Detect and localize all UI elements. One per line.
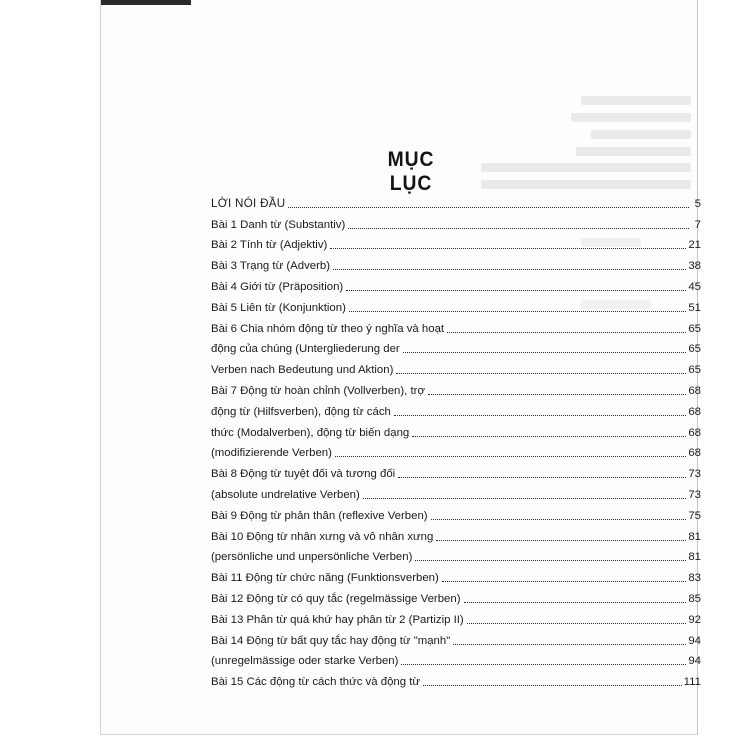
toc-entry (211, 585, 701, 606)
toc-entry-title: Bài 14 Động từ bất quy tắc hay động từ "mạnh" (211, 634, 451, 647)
toc-page-number: 5 (694, 197, 701, 210)
toc-dot-leader (333, 269, 686, 270)
toc-dot-leader (335, 456, 686, 457)
toc-page-number: 68 (688, 384, 701, 397)
toc-dot-leader (288, 207, 689, 208)
toc-dot-leader (398, 477, 686, 478)
toc-entry (211, 211, 701, 232)
toc-entry-title: Bài 2 Tính từ (Adjektiv) (211, 239, 328, 252)
toc-dot-leader (436, 540, 686, 541)
toc-entry-title: (unregelmässige oder starke Verben) (211, 655, 399, 668)
toc-page-number: 65 (688, 322, 701, 335)
toc-dot-leader (431, 519, 687, 520)
toc-entry (211, 273, 701, 294)
toc-page-number: 94 (688, 634, 701, 647)
toc-entry-title: LỜI NÓI ĐẦU (211, 196, 286, 210)
toc-entry-title: động của chúng (Untergliederung der (211, 343, 400, 356)
toc-entry (211, 502, 701, 523)
toc-dot-leader (415, 560, 686, 561)
toc-page-number: 68 (688, 447, 701, 460)
toc-dot-leader (412, 436, 686, 437)
toc-entry-title: thức (Modalverben), động từ biến dạng (211, 426, 410, 439)
toc-page-number: 81 (688, 530, 701, 543)
toc-dot-leader (349, 311, 686, 312)
toc-entry-title: (persönliche und unpersönliche Verben) (211, 551, 413, 564)
toc-page-number: 94 (688, 655, 701, 668)
toc-dot-leader (442, 581, 687, 582)
toc-entry (211, 315, 701, 336)
toc-page-number: 38 (688, 260, 701, 273)
toc-page-number: 81 (688, 551, 701, 564)
toc-dot-leader (447, 332, 686, 333)
toc-page-number: 7 (694, 218, 701, 231)
toc-entry (211, 252, 701, 273)
toc-dot-leader (348, 228, 689, 229)
toc-entry-title: (absolute undrelative Verben) (211, 488, 360, 501)
toc-entry (211, 419, 701, 440)
toc-entry-title: Bài 10 Động từ nhân xưng và vô nhân xưng (211, 530, 434, 543)
toc-dot-leader (423, 685, 682, 686)
toc-entry-title: Bài 5 Liên từ (Konjunktion) (211, 301, 346, 314)
toc-entry-title: Bài 15 Các động từ cách thức và động từ (211, 676, 421, 689)
toc-dot-leader (467, 623, 687, 624)
toc-dot-leader (396, 373, 686, 374)
page-title: MỤC LỤC (387, 148, 435, 195)
toc-page-number: 45 (688, 280, 701, 293)
toc-entry (211, 668, 701, 689)
toc-page-number: 68 (688, 405, 701, 418)
toc-entry (211, 627, 701, 648)
toc-page-number: 65 (688, 343, 701, 356)
toc-entry (211, 481, 701, 502)
toc-entry (211, 232, 701, 253)
toc-dot-leader (394, 415, 686, 416)
toc-dot-leader (401, 664, 686, 665)
toc-page-number: 83 (688, 572, 701, 585)
toc-entry (211, 523, 701, 544)
toc-page-number: 68 (688, 426, 701, 439)
toc-entry-title: Bài 6 Chia nhóm động từ theo ý nghĩa và hoạt (211, 322, 445, 335)
table-of-contents (211, 190, 701, 689)
toc-entry-title: Bài 11 Động từ chức năng (Funktionsverben) (211, 572, 439, 585)
toc-page-number: 65 (688, 364, 701, 377)
toc-page-number: 85 (688, 592, 701, 605)
toc-entry (211, 564, 701, 585)
toc-dot-leader (363, 498, 687, 499)
toc-dot-leader (464, 602, 687, 603)
toc-dot-leader (346, 290, 686, 291)
toc-dot-leader (403, 352, 687, 353)
toc-entry (211, 648, 701, 669)
toc-dot-leader (330, 248, 686, 249)
toc-entry-title: Bài 4 Giới từ (Präposition) (211, 280, 344, 293)
toc-entry-title: Bài 13 Phân từ quá khứ hay phân từ 2 (Partizip II) (211, 613, 464, 626)
toc-entry-title: Verben nach Bedeutung und Aktion) (211, 364, 394, 377)
toc-entry-title: Bài 3 Trạng từ (Adverb) (211, 260, 331, 273)
toc-entry (211, 294, 701, 315)
toc-entry-title: động từ (Hilfsverben), động từ cách (211, 405, 391, 418)
toc-page-number: 51 (688, 301, 701, 314)
toc-page-number: 73 (688, 468, 701, 481)
toc-entry-title: Bài 8 Động từ tuyệt đối và tương đối (211, 468, 396, 481)
toc-entry (211, 356, 701, 377)
toc-dot-leader (453, 644, 686, 645)
toc-dot-leader (428, 394, 686, 395)
toc-entry (211, 377, 701, 398)
book-page (100, 0, 701, 735)
toc-page-number: 21 (688, 239, 701, 252)
toc-page-number: 111 (683, 676, 701, 689)
toc-page-number: 92 (688, 613, 701, 626)
toc-entry (211, 398, 701, 419)
toc-entry (211, 460, 701, 481)
toc-entry (211, 440, 701, 461)
toc-entry (211, 336, 701, 357)
toc-entry-title: Bài 7 Động từ hoàn chỉnh (Vollverben), trợ (211, 384, 425, 397)
toc-entry-title: Bài 12 Động từ có quy tắc (regelmässige Verben) (211, 592, 461, 605)
toc-page-number: 75 (688, 509, 701, 522)
toc-entry-title: (modifizierende Verben) (211, 447, 332, 460)
toc-page-number: 73 (688, 488, 701, 501)
toc-entry (211, 606, 701, 627)
toc-entry (211, 544, 701, 565)
toc-entry (211, 190, 701, 211)
toc-entry-title: Bài 9 Động từ phản thân (reflexive Verben) (211, 509, 428, 522)
toc-entry-title: Bài 1 Danh từ (Substantiv) (211, 218, 346, 231)
